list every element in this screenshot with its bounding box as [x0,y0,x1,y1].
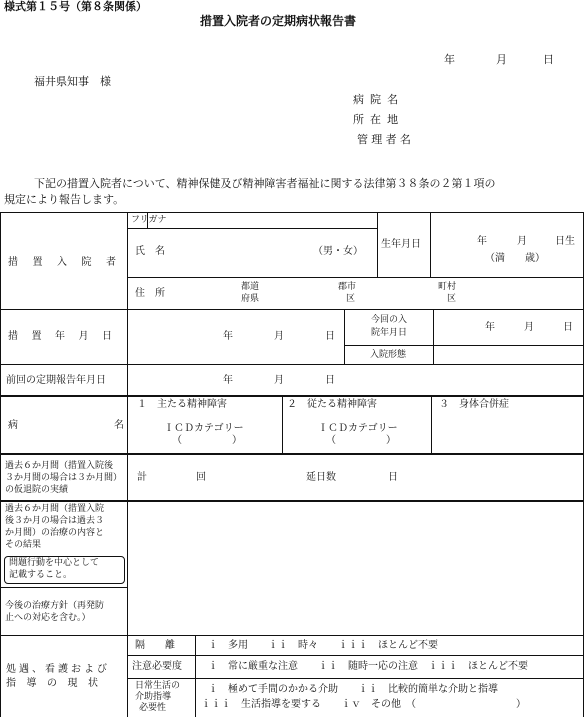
town-2: 区 [447,294,457,304]
city-1: 郡市 [338,282,357,292]
city-2: 区 [346,294,356,304]
main-disorder: １ 主たる精神障害 [137,399,227,410]
address-label: 住 所 [135,288,165,299]
daily-options-2: ｉｉｉ 生活指導を要する ｉｖ その他 （ ） [201,699,526,710]
admission-year: 年 [223,331,233,342]
treatment-label-1: 過去６か月間（措置入院 [5,504,105,514]
diagnosis-label-2: 名 [114,420,124,431]
patient-label: 措置入院者 [8,257,131,268]
discharge-count-label: 計 [137,472,147,483]
this-admission-label-1: 今回の入 [371,315,408,325]
icd-category-2: ＩＣＤカテゴリー [318,423,398,434]
prev-report-day: 日 [325,375,335,386]
care-label-2: 指導の現状 [6,678,109,689]
daily-label-1: 日常生活の [135,681,181,691]
admission-month: 月 [274,331,284,342]
page-title: 措置入院者の定期病状報告書 [200,14,357,28]
attention-options: ｉ 常に厳重な注意 ｉｉ 随時一応の注意 ｉｉｉ ほとんど不要 [208,661,528,672]
daily-label-3: 必要性 [139,703,167,713]
treatment-note-2: 記載すること。 [9,570,73,580]
birth-day: 日生 [555,236,575,247]
future-label-2: 止への対応を含む。） [5,613,91,623]
this-admission-year: 年 [485,322,495,333]
isolation-label: 隔 離 [135,640,175,651]
treatment-label-4: その結果 [5,540,42,550]
hospital-name-label: 病院名 [353,93,405,106]
treatment-label-3: か月間）の治療の内容と [5,528,105,538]
care-label-1: 処遇、看護および [6,664,110,675]
date-year: 年 [444,53,455,66]
furigana-label: フリガナ [131,215,167,225]
this-admission-day: 日 [563,322,573,333]
discharge-days-label: 延日数 [306,472,336,483]
addressee: 福井県知事 様 [34,75,111,88]
hospital-manager-label: 管理者名 [357,133,415,146]
date-month: 月 [496,53,507,66]
discharge-times-label: 回 [196,472,206,483]
icd-paren-2: （ ） [326,435,396,446]
date-day: 日 [543,53,554,66]
diagnosis-label-1: 病 [8,420,18,431]
prev-report-label: 前回の定期報告年月日 [6,375,106,386]
birth-month: 月 [517,236,527,247]
hospital-address-label: 所在地 [353,113,405,126]
physical-complication: ３ 身体合併症 [439,399,509,410]
this-admission-label-2: 院年月日 [371,328,408,338]
prefecture-2: 府県 [241,294,260,304]
discharge-label-2: ３か月間の場合は３か月間） [5,473,123,483]
intro-line-2: 規定により報告します。 [4,193,125,206]
admission-date-label: 措置年月日 [8,331,126,342]
treatment-label-2: 後３か月の場合は過去３ [5,516,105,526]
birth-year: 年 [477,236,487,247]
attention-label: 注意必要度 [132,661,182,672]
icd-category-1: ＩＣＤカテゴリー [164,423,244,434]
discharge-day-unit: 日 [388,472,398,483]
age: （満 歳） [485,253,545,264]
patient-name-label: 氏 名 [135,246,165,257]
admission-form-label: 入院形態 [370,350,407,360]
this-admission-month: 月 [524,322,534,333]
daily-label-2: 介助指導 [135,692,172,702]
discharge-label-1: 過去６か月間（措置入院後 [5,461,114,471]
town-1: 町村 [438,282,457,292]
prev-report-month: 月 [274,375,284,386]
prefecture-1: 都道 [241,282,260,292]
daily-options-1: ｉ 極めて手間のかかる介助 ｉｉ 比較的簡単な介助と指導 [208,684,498,695]
admission-day: 日 [325,331,335,342]
form-number: 様式第１５号（第８条関係） [4,0,147,13]
icd-paren-1: （ ） [172,435,242,446]
birth-date-label: 生年月日 [381,239,421,250]
prev-report-year: 年 [223,375,233,386]
sex-choice: （男・女） [313,246,363,257]
isolation-options: ｉ 多用 ｉｉ 時々 ｉｉｉ ほとんど不要 [208,640,438,651]
discharge-label-3: の仮退院の実績 [5,485,69,495]
treatment-note-1: 問題行動を中心として [9,558,100,568]
future-label-1: 今後の治療方針（再発防 [5,601,105,611]
sub-disorder: ２ 従たる精神障害 [287,399,377,410]
intro-line-1: 下記の措置入院者について、精神保健及び精神障害者福祉に関する法律第３８条の２第１項の [34,177,496,190]
